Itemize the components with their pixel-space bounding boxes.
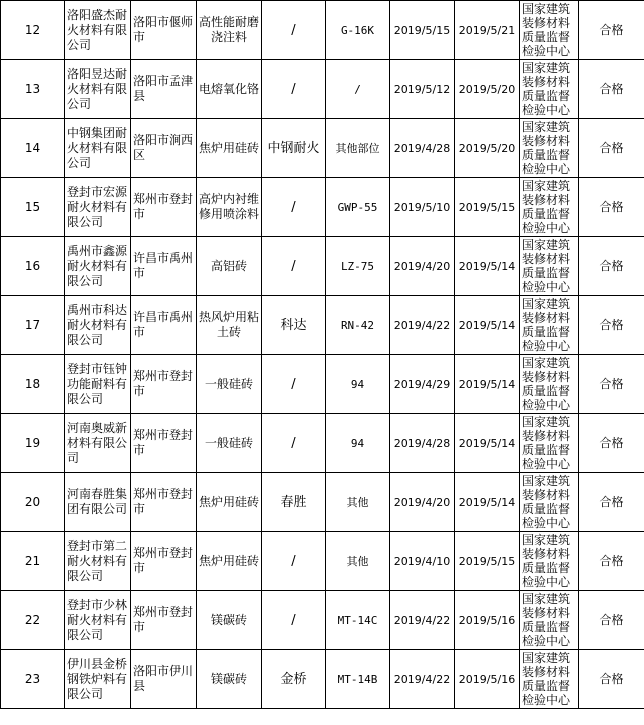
- row-number-cell: 12: [1, 1, 65, 60]
- row-number-cell: 15: [1, 178, 65, 237]
- brand-cell: /: [262, 355, 326, 414]
- product-cell: 一般硅砖: [197, 414, 262, 473]
- inspection-agency-cell: 国家建筑装修材料质量监督检验中心: [520, 60, 579, 119]
- model-cell: 其他部位: [326, 119, 390, 178]
- brand-cell: /: [262, 532, 326, 591]
- production-date-cell: 2019/5/12: [390, 60, 455, 119]
- table-row: [1, 237, 644, 296]
- result-cell: 合格: [579, 473, 644, 532]
- region-cell: 郑州市登封市: [131, 473, 197, 532]
- company-cell: 河南奥威新材料有限公司: [65, 414, 131, 473]
- product-cell: 高铝砖: [197, 237, 262, 296]
- sampling-date-cell: 2019/5/15: [455, 532, 520, 591]
- result-cell: 合格: [579, 355, 644, 414]
- region-cell: 郑州市登封市: [131, 532, 197, 591]
- sampling-date-cell: 2019/5/21: [455, 1, 520, 60]
- model-cell: G-16K: [326, 1, 390, 60]
- sampling-date-cell: 2019/5/14: [455, 473, 520, 532]
- inspection-agency-cell: 国家建筑装修材料质量监督检验中心: [520, 237, 579, 296]
- product-cell: 焦炉用硅砖: [197, 473, 262, 532]
- sampling-date-cell: 2019/5/15: [455, 178, 520, 237]
- table-row: [1, 473, 644, 532]
- region-cell: 洛阳市偃师市: [131, 1, 197, 60]
- product-cell: 高炉内衬维修用喷涂料: [197, 178, 262, 237]
- brand-cell: 科达: [262, 296, 326, 355]
- result-cell: 合格: [579, 1, 644, 60]
- table-row: [1, 414, 644, 473]
- company-cell: 登封市宏源耐火材料有限公司: [65, 178, 131, 237]
- inspection-agency-cell: 国家建筑装修材料质量监督检验中心: [520, 473, 579, 532]
- inspection-agency-cell: 国家建筑装修材料质量监督检验中心: [520, 1, 579, 60]
- model-cell: LZ-75: [326, 237, 390, 296]
- table-row: [1, 355, 644, 414]
- product-cell: 镁碳砖: [197, 591, 262, 650]
- product-cell: 焦炉用硅砖: [197, 119, 262, 178]
- result-cell: 合格: [579, 119, 644, 178]
- row-number-cell: 18: [1, 355, 65, 414]
- row-number-cell: 13: [1, 60, 65, 119]
- production-date-cell: 2019/4/22: [390, 296, 455, 355]
- brand-cell: /: [262, 591, 326, 650]
- product-cell: 热风炉用粘土砖: [197, 296, 262, 355]
- sampling-date-cell: 2019/5/16: [455, 591, 520, 650]
- product-cell: 电熔氧化铬: [197, 60, 262, 119]
- table-row: [1, 1, 644, 60]
- result-cell: 合格: [579, 532, 644, 591]
- brand-cell: /: [262, 60, 326, 119]
- production-date-cell: 2019/4/29: [390, 355, 455, 414]
- result-cell: 合格: [579, 296, 644, 355]
- model-cell: 其他: [326, 473, 390, 532]
- brand-cell: 春胜: [262, 473, 326, 532]
- sampling-date-cell: 2019/5/20: [455, 119, 520, 178]
- result-cell: 合格: [579, 414, 644, 473]
- brand-cell: 金桥: [262, 650, 326, 709]
- brand-cell: 中钢耐火: [262, 119, 326, 178]
- table-row: [1, 650, 644, 709]
- inspection-agency-cell: 国家建筑装修材料质量监督检验中心: [520, 591, 579, 650]
- row-number-cell: 21: [1, 532, 65, 591]
- sampling-date-cell: 2019/5/16: [455, 650, 520, 709]
- production-date-cell: 2019/4/28: [390, 119, 455, 178]
- sampling-date-cell: 2019/5/14: [455, 414, 520, 473]
- product-cell: 镁碳砖: [197, 650, 262, 709]
- company-cell: 洛阳昱达耐火材料有限公司: [65, 60, 131, 119]
- inspection-agency-cell: 国家建筑装修材料质量监督检验中心: [520, 650, 579, 709]
- region-cell: 洛阳市伊川县: [131, 650, 197, 709]
- model-cell: /: [326, 60, 390, 119]
- table-row: [1, 119, 644, 178]
- product-cell: 一般硅砖: [197, 355, 262, 414]
- model-cell: RN-42: [326, 296, 390, 355]
- result-cell: 合格: [579, 178, 644, 237]
- company-cell: 伊川县金桥钢铁炉料有限公司: [65, 650, 131, 709]
- sampling-date-cell: 2019/5/14: [455, 355, 520, 414]
- brand-cell: /: [262, 237, 326, 296]
- sampling-date-cell: 2019/5/20: [455, 60, 520, 119]
- row-number-cell: 23: [1, 650, 65, 709]
- inspection-agency-cell: 国家建筑装修材料质量监督检验中心: [520, 414, 579, 473]
- row-number-cell: 17: [1, 296, 65, 355]
- company-cell: 登封市钰钟功能耐料有限公司: [65, 355, 131, 414]
- region-cell: 洛阳市涧西区: [131, 119, 197, 178]
- model-cell: MT-14C: [326, 591, 390, 650]
- inspection-agency-cell: 国家建筑装修材料质量监督检验中心: [520, 355, 579, 414]
- table-row: [1, 591, 644, 650]
- region-cell: 郑州市登封市: [131, 591, 197, 650]
- production-date-cell: 2019/5/15: [390, 1, 455, 60]
- production-date-cell: 2019/5/10: [390, 178, 455, 237]
- sampling-date-cell: 2019/5/14: [455, 296, 520, 355]
- production-date-cell: 2019/4/20: [390, 473, 455, 532]
- inspection-agency-cell: 国家建筑装修材料质量监督检验中心: [520, 296, 579, 355]
- row-number-cell: 19: [1, 414, 65, 473]
- company-cell: 洛阳盛杰耐火材料有限公司: [65, 1, 131, 60]
- result-cell: 合格: [579, 60, 644, 119]
- model-cell: 94: [326, 355, 390, 414]
- company-cell: 登封市第二耐火材料有限公司: [65, 532, 131, 591]
- brand-cell: /: [262, 178, 326, 237]
- inspection-agency-cell: 国家建筑装修材料质量监督检验中心: [520, 119, 579, 178]
- company-cell: 禹州市鑫源耐火材料有限公司: [65, 237, 131, 296]
- production-date-cell: 2019/4/28: [390, 414, 455, 473]
- result-cell: 合格: [579, 591, 644, 650]
- region-cell: 郑州市登封市: [131, 414, 197, 473]
- region-cell: 许昌市禹州市: [131, 296, 197, 355]
- result-cell: 合格: [579, 237, 644, 296]
- model-cell: 其他: [326, 532, 390, 591]
- production-date-cell: 2019/4/20: [390, 237, 455, 296]
- region-cell: 洛阳市孟津县: [131, 60, 197, 119]
- inspection-agency-cell: 国家建筑装修材料质量监督检验中心: [520, 178, 579, 237]
- brand-cell: /: [262, 414, 326, 473]
- table-body: [1, 1, 644, 709]
- table-row: [1, 60, 644, 119]
- product-cell: 焦炉用硅砖: [197, 532, 262, 591]
- table-row: [1, 296, 644, 355]
- table-row: [1, 178, 644, 237]
- row-number-cell: 16: [1, 237, 65, 296]
- company-cell: 登封市少林耐火材料有限公司: [65, 591, 131, 650]
- row-number-cell: 22: [1, 591, 65, 650]
- model-cell: MT-14B: [326, 650, 390, 709]
- product-cell: 高性能耐磨浇注料: [197, 1, 262, 60]
- company-cell: 禹州市科达耐火材料有限公司: [65, 296, 131, 355]
- region-cell: 郑州市登封市: [131, 355, 197, 414]
- model-cell: GWP-55: [326, 178, 390, 237]
- inspection-agency-cell: 国家建筑装修材料质量监督检验中心: [520, 532, 579, 591]
- production-date-cell: 2019/4/22: [390, 650, 455, 709]
- region-cell: 许昌市禹州市: [131, 237, 197, 296]
- company-cell: 中钢集团耐火材料有限公司: [65, 119, 131, 178]
- row-number-cell: 20: [1, 473, 65, 532]
- production-date-cell: 2019/4/10: [390, 532, 455, 591]
- company-cell: 河南春胜集团有限公司: [65, 473, 131, 532]
- sampling-date-cell: 2019/5/14: [455, 237, 520, 296]
- region-cell: 郑州市登封市: [131, 178, 197, 237]
- row-number-cell: 14: [1, 119, 65, 178]
- production-date-cell: 2019/4/22: [390, 591, 455, 650]
- model-cell: 94: [326, 414, 390, 473]
- brand-cell: /: [262, 1, 326, 60]
- table-row: [1, 532, 644, 591]
- result-cell: 合格: [579, 650, 644, 709]
